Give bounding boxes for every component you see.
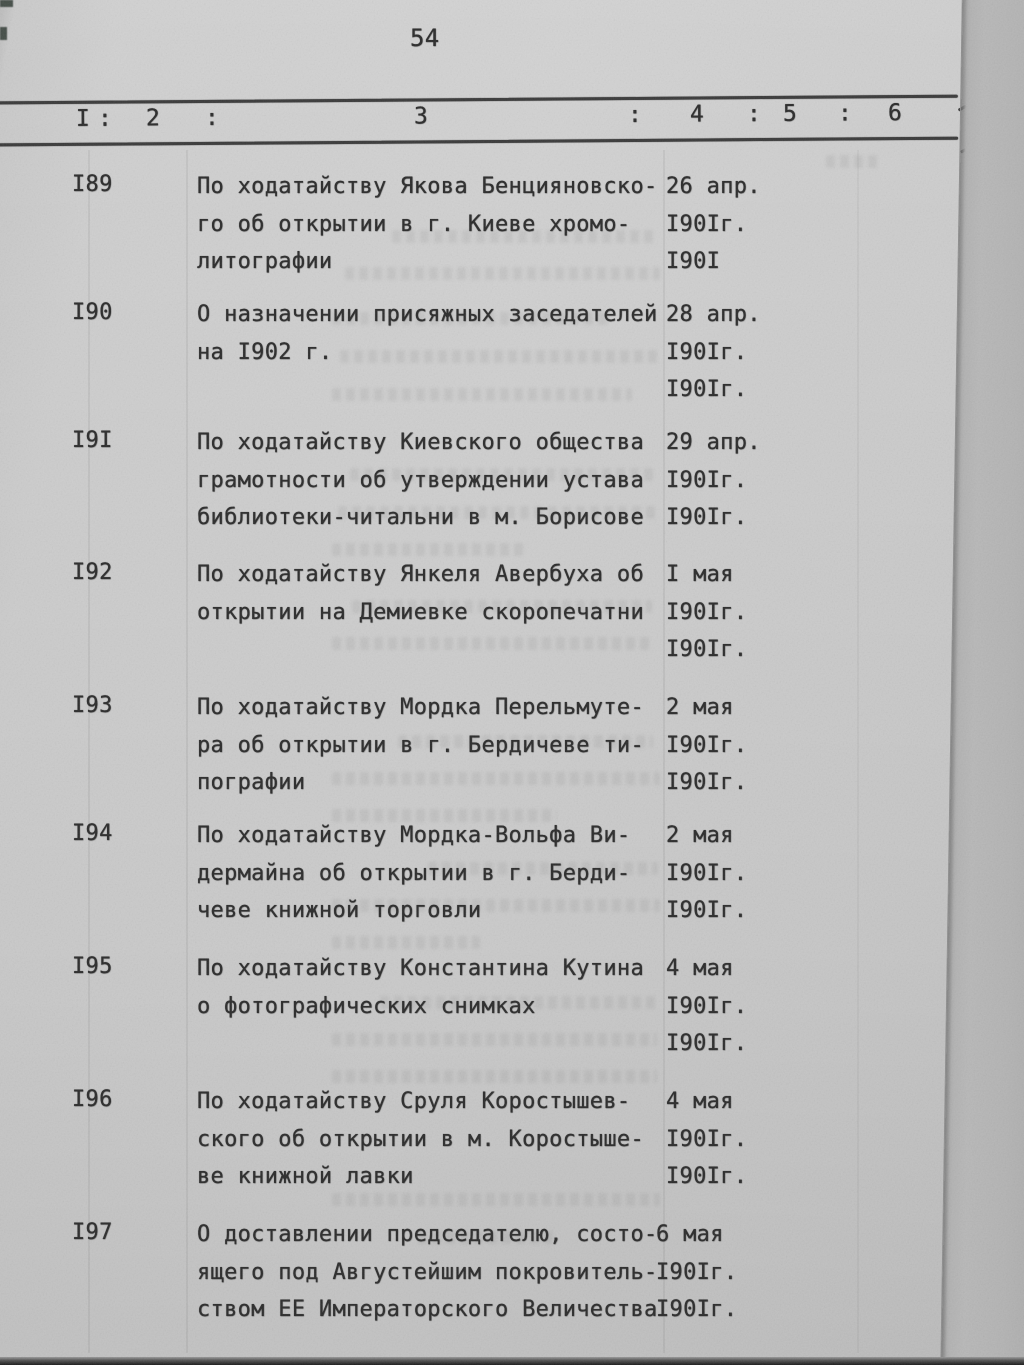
entry-id: I94 xyxy=(72,821,113,846)
column-label-4: 4 xyxy=(689,101,705,128)
entry-id: I96 xyxy=(72,1087,113,1112)
bleedthrough-smudge xyxy=(332,936,480,949)
description-line: О назначении присяжных заседателей xyxy=(197,302,658,327)
bleedthrough-smudge xyxy=(332,1070,657,1083)
bleedthrough-smudge xyxy=(332,543,527,556)
description-line: По ходатайству Константина Кутина xyxy=(197,956,644,981)
description-line: о фотографических снимках xyxy=(197,993,536,1019)
date-line: I90Iг. xyxy=(666,467,748,493)
entry-description xyxy=(197,428,667,541)
description-line: По ходатайству Киевского общества xyxy=(197,430,644,455)
description-line: ра об открытии в г. Бердичеве ти- xyxy=(197,732,644,758)
date-line: I90Iг. xyxy=(666,211,748,237)
date-line: 4 мая xyxy=(666,1089,734,1114)
description-line: ством ЕЕ Императорского Величества xyxy=(197,1297,658,1322)
entry-id: I97 xyxy=(72,1220,113,1245)
description-line xyxy=(197,1029,667,1067)
entry-description xyxy=(197,172,667,285)
date-line: I90Iг. xyxy=(666,1164,748,1189)
column-separator: : xyxy=(746,101,762,128)
column-guide-line xyxy=(88,150,90,1353)
description-line: По ходатайству Мордка Перельмуте- xyxy=(197,695,644,720)
entry-dates xyxy=(656,1220,806,1333)
date-line: I90Iг. xyxy=(666,599,748,625)
date-line: I90Iг. xyxy=(666,898,748,923)
description-line: грамотности об утверждении устава xyxy=(197,467,644,493)
column-label-3: 3 xyxy=(413,103,429,130)
page-edge-strip xyxy=(940,0,1024,1365)
entry-description xyxy=(197,560,667,673)
date-line: I мая xyxy=(666,562,734,587)
scan-corner-mark xyxy=(0,27,7,40)
date-line: I90Iг. xyxy=(666,732,748,758)
entry-dates xyxy=(666,428,816,541)
date-line: 29 апр. xyxy=(666,430,761,455)
date-line: I90Iг. xyxy=(666,860,748,886)
column-label-6: 6 xyxy=(887,100,903,127)
description-line: чеве книжной торговли xyxy=(197,898,482,923)
description-line: открытии на Демиевке скоропечатни xyxy=(197,599,644,625)
description-line: По ходатайству Якова Бенцияновско- xyxy=(197,174,658,199)
header-top-rule xyxy=(0,95,958,105)
description-line: го об открытии в г. Киеве хромо- xyxy=(197,211,631,237)
column-guide-line xyxy=(857,150,859,1353)
description-line: на I902 г. xyxy=(197,339,333,365)
scan-bottom-bar xyxy=(0,1357,1024,1365)
entry-dates xyxy=(666,954,816,1067)
date-line: I90Iг. xyxy=(666,505,748,530)
description-line: По ходатайству Мордка-Вольфа Ви- xyxy=(197,823,631,848)
entry-description xyxy=(197,954,667,1067)
date-line: 28 апр. xyxy=(666,302,761,327)
description-line: По ходатайству Сруля Коростышев- xyxy=(197,1089,631,1114)
page-number: 54 xyxy=(410,24,440,52)
entry-id: I9I xyxy=(72,428,113,453)
date-line: I90Iг. xyxy=(656,1297,738,1322)
column-separator: : xyxy=(97,105,113,132)
entry-dates xyxy=(666,300,816,413)
entry-dates xyxy=(666,693,816,806)
date-line: I90Iг. xyxy=(666,1126,748,1152)
date-line: I90Iг. xyxy=(656,1259,738,1285)
description-line: пографии xyxy=(197,770,306,795)
scan-corner-mark xyxy=(0,0,13,7)
date-line: 2 мая xyxy=(666,823,734,848)
date-line: I90Iг. xyxy=(666,770,748,795)
entry-description xyxy=(197,1087,667,1200)
entry-id: I95 xyxy=(72,954,113,979)
description-line: литографии xyxy=(197,249,333,274)
description-line xyxy=(197,635,667,673)
entry-id: I89 xyxy=(72,172,113,197)
entry-id: I93 xyxy=(72,693,113,718)
column-separator: : xyxy=(627,101,643,128)
column-label-2: 2 xyxy=(145,105,161,132)
column-separator: : xyxy=(204,104,220,131)
date-line: I90Iг. xyxy=(666,1031,748,1056)
description-line: дермайна об открытии в г. Берди- xyxy=(197,860,631,886)
date-line: 4 мая xyxy=(666,956,734,981)
entry-id: I90 xyxy=(72,300,113,325)
date-line: I90Iг. xyxy=(666,637,748,662)
description-line: библиотеки-читальни в м. Борисове xyxy=(197,505,644,530)
column-separator: : xyxy=(837,100,853,127)
date-line: I90I xyxy=(666,249,721,274)
date-line: I90Iг. xyxy=(666,993,748,1019)
entry-id: I92 xyxy=(72,560,113,585)
header-bottom-rule xyxy=(0,137,958,147)
description-line: ве книжной лавки xyxy=(197,1164,414,1189)
entry-dates xyxy=(666,1087,816,1200)
bleedthrough-smudge xyxy=(826,155,882,168)
date-line: 2 мая xyxy=(666,695,734,720)
entry-description xyxy=(197,300,667,413)
description-line: ского об открытии в м. Коростыше- xyxy=(197,1126,644,1152)
description-line: ящего под Августейшим покровитель- xyxy=(197,1259,658,1285)
column-guide-line xyxy=(186,150,188,1353)
date-line: 6 мая xyxy=(656,1222,724,1247)
entry-dates xyxy=(666,172,816,285)
entry-description xyxy=(197,693,667,806)
date-line: I90Iг. xyxy=(666,339,748,365)
date-line: 26 апр. xyxy=(666,174,761,199)
description-line xyxy=(197,375,667,413)
description-line: О доставлении председателю, состо- xyxy=(197,1222,658,1247)
table-header xyxy=(0,87,972,158)
description-line: По ходатайству Янкеля Авербуха об xyxy=(197,562,644,587)
entry-description xyxy=(197,821,667,934)
column-label-1: I xyxy=(75,105,91,132)
column-label-5: 5 xyxy=(782,100,798,127)
date-line: I90Iг. xyxy=(666,377,748,402)
entry-dates xyxy=(666,560,816,673)
entry-dates xyxy=(666,821,816,934)
entry-description xyxy=(197,1220,667,1333)
